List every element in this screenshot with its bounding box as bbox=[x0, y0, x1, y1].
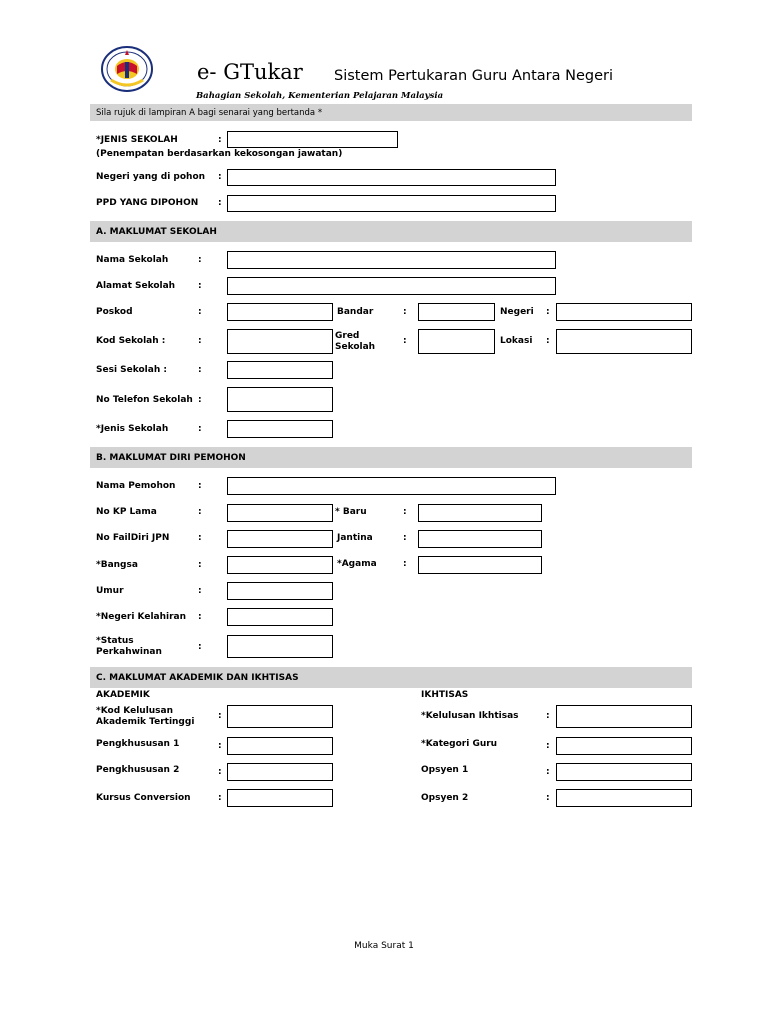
colon: : bbox=[403, 336, 407, 346]
no-kp-baru-label: * Baru bbox=[335, 507, 367, 517]
opsyen-2-input[interactable] bbox=[556, 789, 692, 807]
nama-sekolah-label: Nama Sekolah bbox=[96, 255, 169, 265]
colon: : bbox=[403, 507, 407, 517]
colon: : bbox=[403, 307, 407, 317]
kelulusan-ikhtisas-input[interactable] bbox=[556, 705, 692, 728]
agama-input[interactable] bbox=[418, 556, 542, 574]
colon: : bbox=[546, 711, 550, 721]
kategori-guru-input[interactable] bbox=[556, 737, 692, 755]
section-b-header bbox=[90, 447, 692, 468]
jenis-sekolah-a-label: *Jenis Sekolah bbox=[96, 424, 169, 434]
colon: : bbox=[218, 767, 222, 777]
negeri-label: Negeri bbox=[500, 307, 534, 317]
colon: : bbox=[198, 255, 202, 265]
negeri-kelahiran-label: *Negeri Kelahiran bbox=[96, 612, 187, 622]
nama-pemohon-input[interactable] bbox=[227, 477, 556, 495]
pengkhususan-2-label: Pengkhususan 2 bbox=[96, 765, 180, 775]
umur-input[interactable] bbox=[227, 582, 333, 600]
no-faildiri-label: No FailDiri JPN bbox=[96, 533, 170, 543]
bangsa-label: *Bangsa bbox=[96, 560, 138, 570]
section-c-header bbox=[90, 667, 692, 688]
sesi-sekolah-label: Sesi Sekolah : bbox=[96, 365, 167, 375]
opsyen-2-label: Opsyen 2 bbox=[421, 793, 469, 803]
colon: : bbox=[218, 172, 222, 182]
no-kp-lama-label: No KP Lama bbox=[96, 507, 157, 517]
lokasi-label: Lokasi bbox=[500, 336, 533, 346]
bangsa-input[interactable] bbox=[227, 556, 333, 574]
colon: : bbox=[198, 336, 202, 346]
bandar-label: Bandar bbox=[337, 307, 374, 317]
colon: : bbox=[198, 481, 202, 491]
colon: : bbox=[198, 586, 202, 596]
agama-label: *Agama bbox=[337, 559, 377, 569]
colon: : bbox=[546, 767, 550, 777]
colon: : bbox=[198, 307, 202, 317]
kod-kelulusan-label: *Kod Kelulusan Akademik Tertinggi bbox=[96, 706, 195, 727]
kursus-conversion-label: Kursus Conversion bbox=[96, 793, 191, 803]
note-bar bbox=[90, 104, 692, 121]
section-b-title: B. MAKLUMAT DIRI PEMOHON bbox=[96, 453, 246, 463]
sesi-sekolah-input[interactable] bbox=[227, 361, 333, 379]
colon: : bbox=[198, 533, 202, 543]
alamat-sekolah-input[interactable] bbox=[227, 277, 556, 295]
colon: : bbox=[198, 395, 202, 405]
pengkhususan-1-label: Pengkhususan 1 bbox=[96, 739, 180, 749]
status-perkahwinan-input[interactable] bbox=[227, 635, 333, 658]
kod-sekolah-label: Kod Sekolah : bbox=[96, 336, 166, 346]
jenis-sekolah-input[interactable] bbox=[227, 131, 398, 148]
department-name: Bahagian Sekolah, Kementerian Pelajaran Malaysia bbox=[196, 91, 444, 101]
note-text: Sila rujuk di lampiran A bagi senarai yang bertanda * bbox=[96, 108, 323, 118]
nama-pemohon-label: Nama Pemohon bbox=[96, 481, 176, 491]
colon: : bbox=[198, 281, 202, 291]
poskod-input[interactable] bbox=[227, 303, 333, 321]
jantina-input[interactable] bbox=[418, 530, 542, 548]
section-c-title: C. MAKLUMAT AKADEMIK DAN IKHTISAS bbox=[96, 673, 299, 683]
no-telefon-label: No Telefon Sekolah bbox=[96, 395, 193, 405]
kategori-guru-label: *Kategori Guru bbox=[421, 739, 498, 749]
nama-sekolah-input[interactable] bbox=[227, 251, 556, 269]
app-title: e- GTukar bbox=[197, 60, 303, 84]
negeri-input[interactable] bbox=[556, 303, 692, 321]
kod-kelulusan-input[interactable] bbox=[227, 705, 333, 728]
colon: : bbox=[198, 642, 202, 652]
ppd-dipohon-label: PPD YANG DIPOHON bbox=[96, 198, 199, 208]
colon: : bbox=[218, 135, 222, 145]
opsyen-1-label: Opsyen 1 bbox=[421, 765, 469, 775]
bandar-input[interactable] bbox=[418, 303, 495, 321]
alamat-sekolah-label: Alamat Sekolah bbox=[96, 281, 176, 291]
page-number: Muka Surat 1 bbox=[354, 941, 414, 951]
colon: : bbox=[218, 741, 222, 751]
no-telefon-input[interactable] bbox=[227, 387, 333, 412]
jenis-sekolah-a-input[interactable] bbox=[227, 420, 333, 438]
lokasi-input[interactable] bbox=[556, 329, 692, 354]
negeri-dipohon-label: Negeri yang di pohon bbox=[96, 172, 206, 182]
status-perkahwinan-label: *Status Perkahwinan bbox=[96, 636, 162, 657]
colon: : bbox=[198, 612, 202, 622]
kursus-conversion-input[interactable] bbox=[227, 789, 333, 807]
pengkhususan-2-input[interactable] bbox=[227, 763, 333, 781]
colon: : bbox=[218, 711, 222, 721]
system-name: Sistem Pertukaran Guru Antara Negeri bbox=[334, 68, 613, 84]
colon: : bbox=[403, 559, 407, 569]
kelulusan-ikhtisas-label: *Kelulusan Ikhtisas bbox=[421, 711, 519, 721]
section-a-header bbox=[90, 221, 692, 242]
colon: : bbox=[546, 336, 550, 346]
jenis-sekolah-label: *JENIS SEKOLAH bbox=[96, 135, 178, 145]
ministry-logo bbox=[101, 44, 153, 92]
colon: : bbox=[198, 560, 202, 570]
colon: : bbox=[546, 793, 550, 803]
colon: : bbox=[218, 198, 222, 208]
colon: : bbox=[218, 793, 222, 803]
jantina-label: Jantina bbox=[337, 533, 373, 543]
colon: : bbox=[198, 365, 202, 375]
no-faildiri-input[interactable] bbox=[227, 530, 333, 548]
akademik-heading: AKADEMIK bbox=[96, 690, 150, 700]
no-kp-lama-input[interactable] bbox=[227, 504, 333, 522]
section-a-title: A. MAKLUMAT SEKOLAH bbox=[96, 227, 217, 237]
colon: : bbox=[546, 307, 550, 317]
kod-sekolah-input[interactable] bbox=[227, 329, 333, 354]
colon: : bbox=[403, 533, 407, 543]
gred-sekolah-input[interactable] bbox=[418, 329, 495, 354]
no-kp-baru-input[interactable] bbox=[418, 504, 542, 522]
ikhtisas-heading: IKHTISAS bbox=[421, 690, 469, 700]
gred-sekolah-label: Gred Sekolah bbox=[335, 331, 376, 352]
colon: : bbox=[198, 507, 202, 517]
umur-label: Umur bbox=[96, 586, 124, 596]
pengkhususan-1-input[interactable] bbox=[227, 737, 333, 755]
negeri-dipohon-input[interactable] bbox=[227, 169, 556, 186]
opsyen-1-input[interactable] bbox=[556, 763, 692, 781]
ppd-dipohon-input[interactable] bbox=[227, 195, 556, 212]
jenis-sekolah-note: (Penempatan berdasarkan kekosongan jawatan) bbox=[96, 149, 343, 159]
poskod-label: Poskod bbox=[96, 307, 133, 317]
colon: : bbox=[546, 741, 550, 751]
negeri-kelahiran-input[interactable] bbox=[227, 608, 333, 626]
colon: : bbox=[198, 424, 202, 434]
